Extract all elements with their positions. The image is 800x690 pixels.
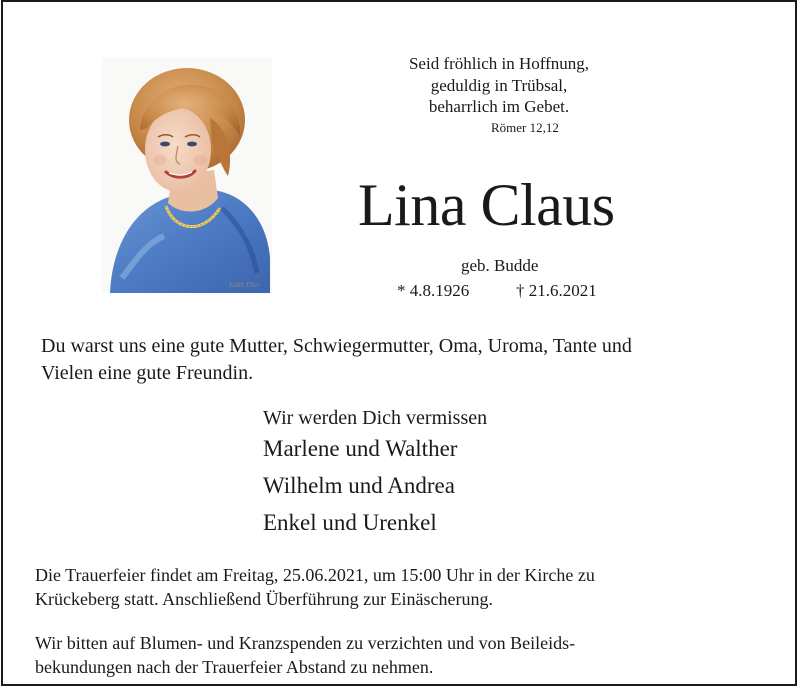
- notice-line: Krückeberg statt. Anschließend Überführung zur Einäscherung.: [35, 589, 494, 609]
- portrait-image: [102, 58, 272, 293]
- mourner-name: Wilhelm und Andrea: [263, 473, 455, 498]
- artist-signature: Edith Eller: [229, 281, 260, 289]
- mourner-name: Marlene und Walther: [263, 436, 458, 461]
- maiden-name: geb. Budde: [461, 256, 539, 275]
- tribute-text: [41, 333, 771, 387]
- funeral-service-notice: [35, 563, 775, 611]
- notice-line: Die Trauerfeier findet am Freitag, 25.06.2021, um 15:00 Uhr in der Kirche zu: [35, 565, 595, 585]
- verse-line: Seid fröhlich in Hoffnung,: [408, 54, 590, 73]
- tribute-line: Vielen eine gute Freundin.: [41, 362, 254, 384]
- bible-verse: [363, 53, 635, 118]
- mourners-intro: Wir werden Dich vermissen: [263, 407, 488, 429]
- tribute-line: Du warst uns eine gute Mutter, Schwiegermutter, Oma, Uroma, Tante und: [41, 335, 632, 357]
- notice-line: bekundungen nach der Trauerfeier Abstand zu nehmen.: [35, 657, 434, 677]
- donation-notice: [35, 631, 775, 679]
- notice-line: Wir bitten auf Blumen- und Kranzspenden zu verzichten und von Beileids-: [35, 633, 576, 653]
- birth-date: * 4.8.1926: [397, 281, 470, 300]
- portrait-painting: [102, 58, 272, 293]
- verse-reference: Römer 12,12: [491, 120, 559, 135]
- deceased-name: Lina Claus: [358, 172, 615, 238]
- mourner-name: Enkel und Urenkel: [263, 510, 437, 535]
- death-date: † 21.6.2021: [516, 281, 597, 300]
- verse-line: beharrlich im Gebet.: [428, 97, 570, 116]
- verse-line: geduldig in Trübsal,: [430, 75, 568, 95]
- obituary-card: [1, 0, 797, 686]
